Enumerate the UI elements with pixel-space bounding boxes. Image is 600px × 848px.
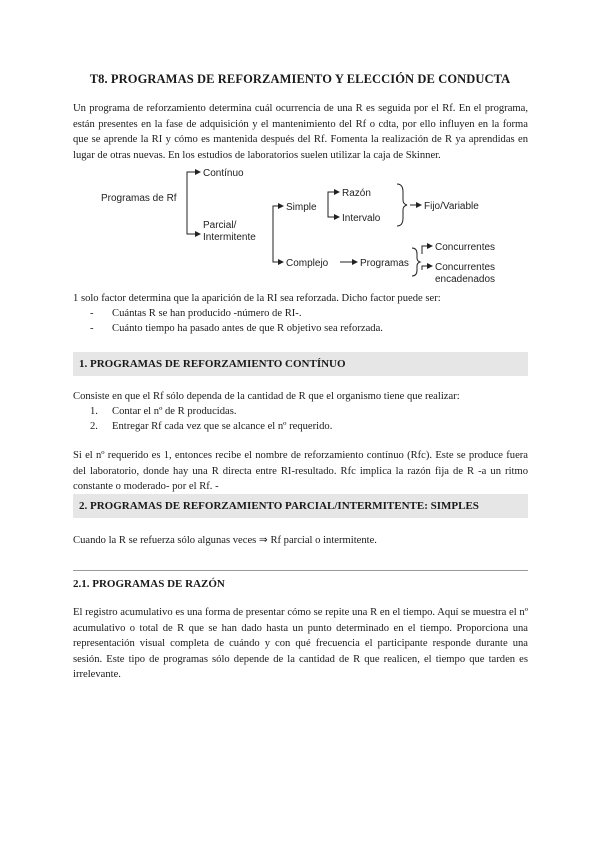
diagram-encadenados-1: Concurrentes (435, 262, 496, 273)
arrow-parcial (187, 198, 200, 234)
diagram-programas: Programas (360, 258, 409, 269)
diagram-simple: Simple (286, 202, 317, 213)
diagram-razon: Razón (342, 188, 371, 199)
section-1-list (90, 404, 530, 434)
diagram-intervalo: Intervalo (342, 213, 381, 224)
diagram-encadenados-2: encadenados (435, 274, 496, 285)
arrow-intervalo (328, 206, 339, 217)
factor-paragraph: 1 solo factor determina que la aparición de la RI sea reforzada. Dicho factor puede ser: (73, 293, 441, 304)
section-2-1-heading: 2.1. PROGRAMAS DE RAZÓN (73, 578, 225, 590)
diagram-complejo: Complejo (286, 258, 329, 269)
divider (73, 570, 528, 571)
diagram-root: Programas de Rf (101, 193, 177, 204)
arrow-razon (328, 192, 339, 206)
diagram-concurrentes: Concurrentes (435, 242, 496, 253)
brace-simple (397, 184, 407, 226)
arrow-simple (273, 206, 283, 234)
list-item: - Cuántas R se han producido -número de RI-. (90, 308, 302, 319)
diagram-parcial-1: Parcial/ (203, 220, 237, 231)
page-title: T8. PROGRAMAS DE REFORZAMIENTO Y ELECCIÓN DE CONDUCTA (89, 72, 511, 86)
arrow-continuo (187, 172, 200, 198)
section-2-heading: 2. PROGRAMAS DE REFORZAMIENTO PARCIAL/INTERMITENTE: SIMPLES (73, 494, 528, 518)
diagram-parcial-2: Intermitente (203, 232, 256, 243)
section-1-heading: 1. PROGRAMAS DE REFORZAMIENTO CONTÍNUO (73, 352, 528, 376)
list-item: - Cuánto tiempo ha pasado antes de que R objetivo sea reforzada. (90, 323, 383, 334)
programs-diagram (95, 162, 515, 287)
diagram-fijo-variable: Fijo/Variable (424, 201, 479, 212)
section-1-paragraph-2: Si el nº requerido es 1, entonces recibe el nombre de reforzamiento contínuo (Rfc). Este se produce fuera del laboratorio, donde hay una R directa entre RI-resultado. Rfc implica la razón fija de R -a un ritmo constante o moderado- por el Rf. - (73, 450, 528, 492)
section-2-1-paragraph: El registro acumulativo es una forma de presentar cómo se repite una R en el tiempo. Aquí se muestra el nº acumulativo o total de R que se han dado hasta un punto determinado en el tiempo. Proporciona una representación visual completa de cuándo y con qué frecuencia el participante responde durante una sesión. Este tipo de programas sólo depende de la cantidad de R que realicen, el tiempo que tarden es irrelevante. (73, 607, 528, 680)
arrow-encadenados (422, 266, 432, 270)
list-item: 2. Entregar Rf cada vez que se alcance el nº requerido. (90, 421, 333, 432)
arrow-concurrentes (422, 246, 432, 254)
brace-complejo (412, 248, 420, 276)
section-2-paragraph: Cuando la R se refuerza sólo algunas veces ⇒ Rf parcial o intermitente. (73, 535, 377, 546)
arrow-complejo (273, 234, 283, 262)
section-1-paragraph: Consiste en que el Rf sólo dependa de la cantidad de R que el organismo tiene que realizar: (73, 391, 460, 402)
factor-list (90, 306, 530, 336)
list-item: 1. Contar el nº de R producidas. (90, 406, 237, 417)
diagram-continuo: Contínuo (203, 168, 244, 179)
intro-paragraph: Un programa de reforzamiento determina cuál ocurrencia de una R es seguida por el Rf. En el programa, están presentes en la fase de adquisición y el mantenimiento del Rf o cdta, por ello influyen en la forma que se aprende la RI y cómo es mantenida después del Rf. Fomenta la realización de R ya aprendidas en lugar de otras nuevas. En los estudios de laboratorios suelen utilizar la caja de Skinner. (73, 103, 528, 161)
